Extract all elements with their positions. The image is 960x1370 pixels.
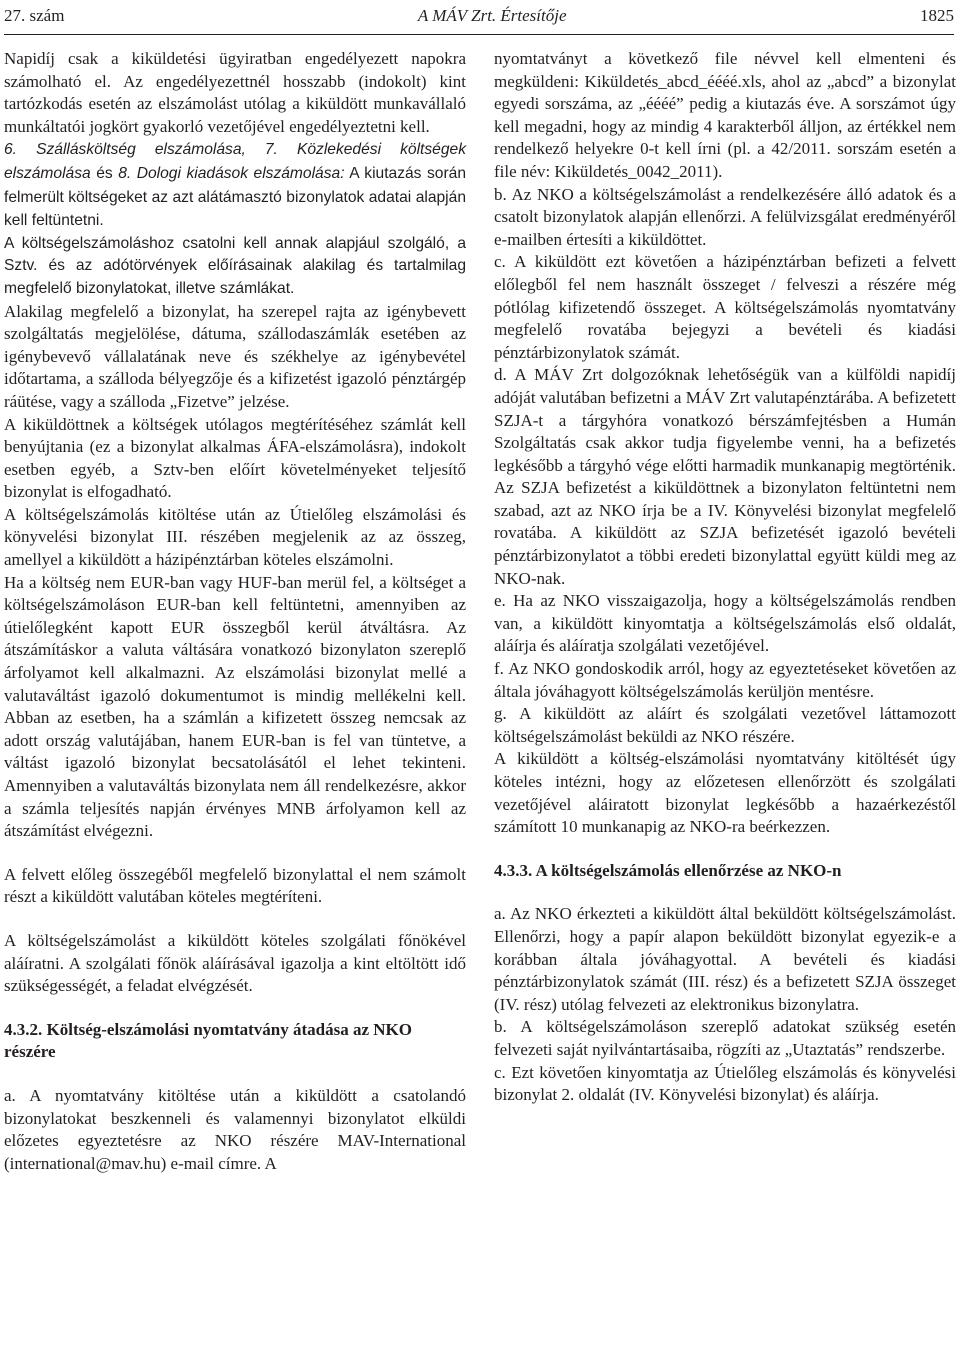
paragraph: A kiküldött a költség-elszámolási nyomtatvány kitöltését úgy köteles intézni, hogy az előzetesen ellenőrzött és szolgálati vezetőjével aláiratott bizonylat legkésőbb a hazaérkezéstől számított 10 munkanapig az NKO-ra beérkezzen.: [494, 749, 956, 837]
paragraph: c. A kiküldött ezt követően a házipénztárban befizeti a felvett előlegből fel nem használt összeget / felveszi a részére még pótlólag kifizetendő összeget. A költségelszámolás nyomtatvány megfelelő rovatába bejegyzi a bevételi és kiadási pénztárbizonylatok számát.: [494, 252, 956, 362]
paragraph: A kiküldöttnek a költségek utólagos megtérítéséhez számlát kell benyújtania (ez a bizonylat alkalmas ÁFA-elszámolásra), indokolt esetben egyéb, a Sztv-ben előírt követelményeket teljesítő bizonylat is elfogadható.: [4, 414, 466, 502]
right-column: [494, 48, 956, 1107]
paragraph: b. A költségelszámoláson szereplő adatokat szükség esetén felvezeti saját nyilvántartásaiba, rögzíti az „Utaztatás” rendszerbe.: [494, 1017, 956, 1059]
page-header: [4, 2, 954, 30]
section-heading: 4.3.3. A költségelszámolás ellenőrzése az NKO-n: [494, 860, 842, 880]
text-run: A kiutazás során felmerült költségeket az azt alátámasztó bizonylatok adatai alapján kell feltüntetni.: [4, 164, 467, 230]
paragraph: A költségelszámolást a kiküldött köteles szolgálati főnökével aláíratni. A szolgálati főnök aláírásával igazolja a kint eltöltött idő szükségességét, a feladat elvégzését.: [4, 930, 466, 996]
paragraph: d. A MÁV Zrt dolgozóknak lehetőségük van a külföldi napidíj adóját valutában befizetni a MÁV Zrt valutapénztárába. A befizetett SZJA-t a tárgyhóra vonatkozó bérszámfejtésben a Humán Szolgáltatás csak akkor tudja figyelembe venni, ha a befizetés legkésőbb a tárgyhó vége előtti harmadik munkanapig megtörténik. Az SZJA befizetést a kiküldöttnek a bizonylaton feltüntetni nem szabad, azt az NKO írja be a IV. Könyvelési bizonylat megfelelő rovatába. A kiküldött az SZJA befizetését igazoló bevételi pénztárbizonylatot a többi eredeti bizonylattal együtt küldi meg az NKO-nak.: [494, 365, 956, 588]
paragraph: b. Az NKO a költségelszámolást a rendelkezésére álló adatok és a csatolt bizonylatok alapján ellenőrzi. A felülvizsgálat eredményéről e-mailben értesíti a kiküldöttet.: [494, 184, 956, 249]
italic-run: 8. Dologi kiadások elszámolása:: [118, 164, 345, 182]
paragraph: [4, 138, 466, 232]
page-number: 1825: [920, 6, 954, 25]
paragraph: Ha a költség nem EUR-ban vagy HUF-ban merül fel, a költséget a költségelszámoláson EUR-ban kell feltüntetni, amennyiben az útielőlegként kapott EUR összegből kerül átváltásra. Az átszámításkor a valuta váltására vonatkozó bizonylaton szereplő árfolyamot kell alkalmazni. Az elszámolási bizonylat mellé a valutaváltást igazoló dokumentumot is mindig mellékelni kell. Abban az esetben, ha a számlán a kifizetett összeg nemcsak az adott ország valutájában, hanem EUR-ban is fel van tüntetve, a váltást igazoló bizonylat becsatolásától el lehet tekinteni. Amennyiben a valutaváltás bizonylata nem áll rendelkezésre, akkor a számla teljesítés napján érvényes MNB árfolyamon kell az átszámítást elvégezni.: [4, 572, 466, 841]
issue-number: 27. szám: [4, 6, 65, 25]
paragraph: a. Az NKO érkezteti a kiküldött által beküldött költségelszámolást. Ellenőrzi, hogy a papír alapon beküldött bizonylat egyezik-e a korábban általa jóváhagyottal. A bevételi és kiadási pénztárbizonylatok számát (III. rész) és a befizetett SZJA összeget (IV. rész) utólag felvezeti az elektronikus bizonylatra.: [494, 904, 956, 1014]
paragraph: e. Ha az NKO visszaigazolja, hogy a költségelszámolás rendben van, a kiküldött kinyomtatja a költségelszámolás első oldalát, aláírja és aláíratja szolgálati vezetőjével.: [494, 591, 956, 656]
paragraph: A költségelszámoláshoz csatolni kell annak alapjául szolgáló, a Sztv. és az adótörvények előírásainak alakilag és tartalmilag megfelelő bizonylatokat, illetve számlákat.: [4, 234, 466, 297]
paragraph: A költségelszámolás kitöltése után az Útielőleg elszámolási és könyvelési bizonylat III. részében megjelenik az az összeg, amellyel a kiküldött a házipénztárban köteles elszámolni.: [4, 504, 466, 570]
left-column: [4, 48, 466, 1175]
publication-title: A MÁV Zrt. Értesítője: [417, 6, 567, 25]
paragraph: Napidíj csak a kiküldetési ügyiratban engedélyezett napokra számolható el. Az engedélyezettnél hosszabb (indokolt) kint tartózkodás esetén az elszámolást utólag a kiküldött munkavállaló munkáltatói jogkört gyakorló vezetőjével engedélyeztetni kell.: [4, 49, 466, 136]
section-heading: 4.3.2. Költség-elszámolási nyomtatvány átadása az NKO részére: [4, 1019, 412, 1062]
paragraph: f. Az NKO gondoskodik arról, hogy az egyeztetéseket követően az általa jóváhagyott költségelszámolás kerüljön mentésre.: [494, 659, 956, 701]
paragraph: a. A nyomtatvány kitöltése után a kiküldött a csatolandó bizonylatokat beszkenneli és valamennyi bizonylatot elküldi előzetes egyeztetésre az NKO részére MAV-International (international@mav.hu) e-mail címre. A: [4, 1085, 466, 1173]
header-rule: [4, 34, 954, 35]
paragraph: g. A kiküldött az aláírt és szolgálati vezetővel láttamozott költségelszámolást beküldi az NKO részére.: [494, 704, 956, 746]
paragraph: nyomtatványt a következő file névvel kell elmenteni és megküldeni: Kiküldetés_abcd_éééé.xls, ahol az „abcd” a bizonylat egyedi sorszáma, az „éééé” pedig a kiutazás éve. A sorszámot úgy kell megadni, hogy az mindig 4 karakterből álljon, az értékkel nem rendelkező helyekre 0-t kell írni (pl. a 42/2011. sorszám esetén a file név: Kiküldetés_0042_2011).: [494, 49, 956, 181]
paragraph: c. Ezt követően kinyomtatja az Útielőleg elszámolás és könyvelési bizonylat 2. oldalát (IV. Könyvelési bizonylat) és aláírja.: [494, 1062, 956, 1105]
text-run: és: [90, 164, 119, 182]
italic-run: 6. Szállásköltség elszámolása, 7. Közlekedési költségek elszámolása: [4, 141, 466, 182]
paragraph: A felvett előleg összegéből megfelelő bizonylattal el nem számolt részt a kiküldött valutában köteles megtéríteni.: [4, 864, 466, 907]
paragraph: Alakilag megfelelő a bizonylat, ha szerepel rajta az igénybevett szolgáltatás megjelölése, dátuma, szállodaszámlák esetében az igénybevevő vállalatának neve és székhelye az igénybevétel időtartama, a szálloda bélyegzője és a kifizetést igazoló pénztárgép ráütése, vagy a szálloda „Fizetve” jelzése.: [4, 301, 466, 411]
